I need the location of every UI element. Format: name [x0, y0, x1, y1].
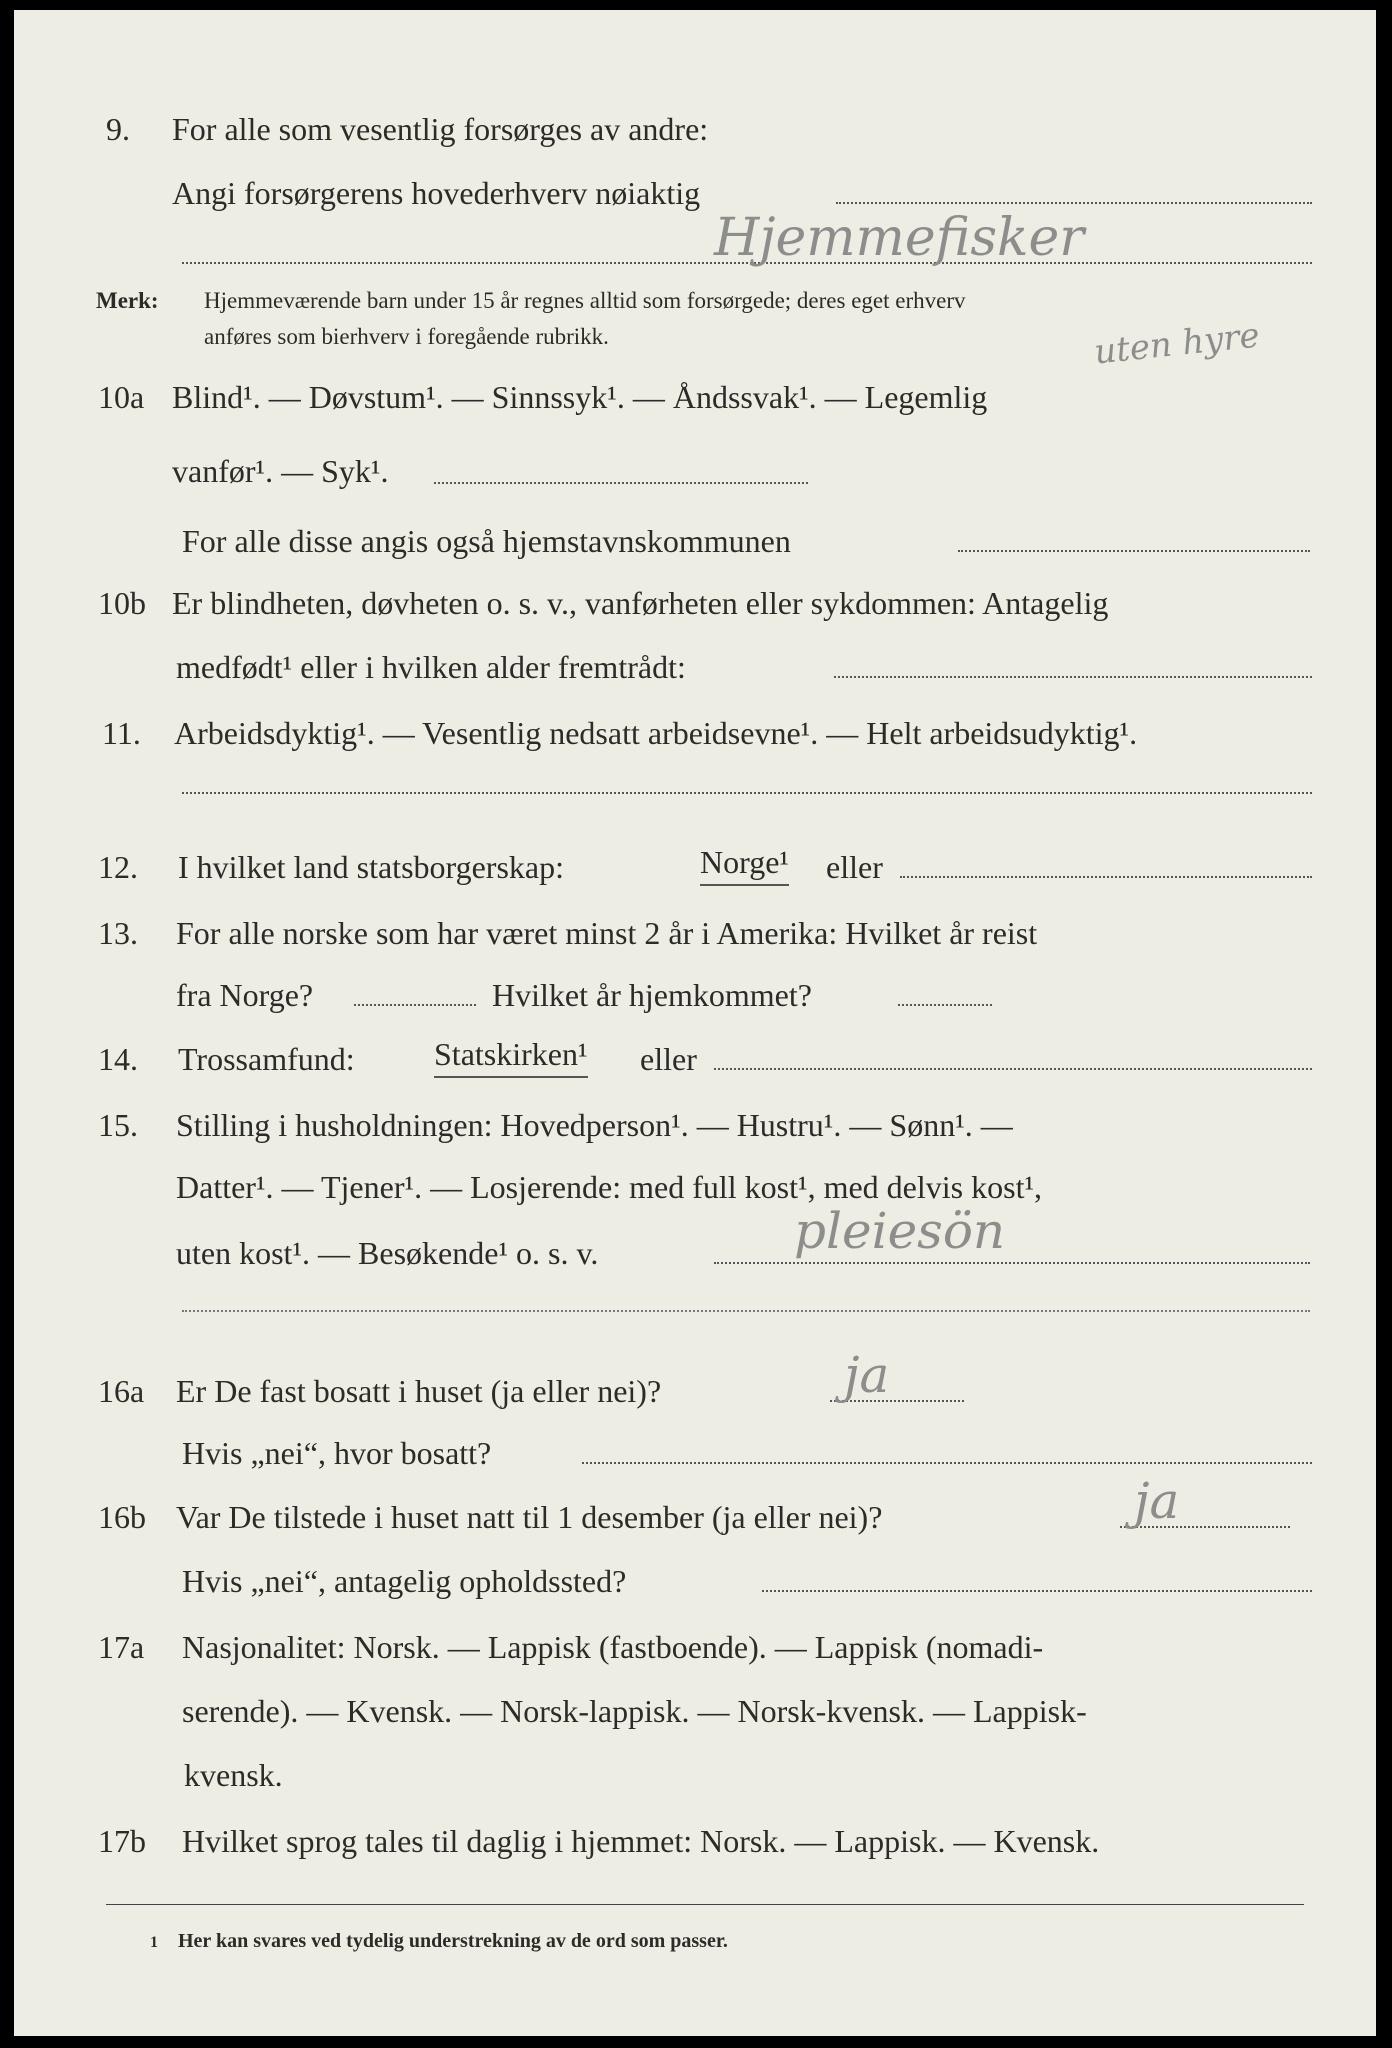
q17a-number: 17a: [98, 1629, 145, 1665]
q14-number: 14.: [98, 1041, 138, 1077]
q13-line2b: Hvilket år hjemkommet?: [492, 977, 812, 1013]
q16a-handwritten-answer: ja: [844, 1346, 890, 1404]
q15-line1: Stilling i husholdningen: Hovedperson¹. — Hustru¹. — Sønn¹. —: [176, 1107, 1013, 1143]
q15-line2: Datter¹. — Tjener¹. — Losjerende: med full kost¹, med delvis kost¹,: [176, 1169, 1043, 1205]
q17b-number: 17b: [98, 1823, 146, 1859]
q12-choice-norge: Norge¹: [700, 840, 789, 886]
q14-trossamfund-line: [714, 1068, 1312, 1070]
q15-extra-line: [182, 1310, 1310, 1312]
q17b-line1: Hvilket sprog tales til daglig i hjemmet: Norsk. — Lappisk. — Kvensk.: [182, 1823, 1100, 1859]
q17a-line2: serende). — Kvensk. — Norsk-lappisk. — Norsk-kvensk. — Lappisk-: [182, 1693, 1087, 1729]
merk-line1: Hjemmeværende barn under 15 år regnes alltid som forsørgede; deres eget erhverv: [204, 288, 966, 313]
footnote-rule: [106, 1904, 1304, 1905]
q9-handwritten-answer: Hjemmefisker: [714, 208, 1085, 268]
q13-line1: For alle norske som har været minst 2 år i Amerika: Hvilket år reist: [176, 915, 1038, 951]
q16b-line1: Var De tilstede i huset natt til 1 desember (ja eller nei)?: [176, 1499, 883, 1535]
q10a-line3: For alle disse angis også hjemstavnskommunen: [182, 523, 791, 559]
q12-suffix: eller: [826, 849, 883, 885]
q9-number: 9.: [106, 111, 130, 147]
merk-handwritten-note: uten hyre: [1092, 315, 1262, 373]
q10a-kommune-line: [958, 550, 1310, 552]
q10b-line2: medfødt¹ eller i hvilken alder fremtrådt:: [176, 649, 686, 685]
q10b-line1: Er blindheten, døvheten o. s. v., vanførheten eller sykdommen: Antagelig: [172, 585, 1109, 621]
q11-number: 11.: [102, 715, 141, 751]
q9-line1: For alle som vesentlig forsørges av andre:: [172, 111, 709, 147]
footnote-mark: 1: [150, 1934, 158, 1951]
q13-number: 13.: [98, 915, 138, 951]
q14-choice-statskirken: Statskirken¹: [434, 1032, 588, 1078]
q13-hjemkommet-line: [898, 1004, 992, 1006]
q16b-opholdssted-line: [762, 1590, 1312, 1592]
q16b-handwritten-answer: ja: [1134, 1472, 1180, 1530]
q12-land-line: [900, 876, 1312, 878]
q9-line2: Angi forsørgerens hovederhverv nøiaktig: [172, 175, 701, 211]
q16b-number: 16b: [98, 1499, 146, 1535]
footnote-text: Her kan svares ved tydelig understrekning av de ord som passer.: [178, 1930, 728, 1952]
q17a-line1: Nasjonalitet: Norsk. — Lappisk (fastboende). — Lappisk (nomadi-: [182, 1629, 1044, 1665]
q14-prefix: Trossamfund:: [178, 1041, 355, 1077]
q10a-number: 10a: [98, 379, 145, 415]
q10a-syk-line: [434, 482, 808, 484]
q14-suffix: eller: [640, 1041, 697, 1077]
merk-line2: anføres som bierhverv i foregående rubrikk.: [204, 324, 609, 349]
q12-prefix: I hvilket land statsborgerskap:: [178, 849, 564, 885]
q13-line2a: fra Norge?: [176, 977, 314, 1013]
q16a-number: 16a: [98, 1373, 145, 1409]
q17a-line3: kvensk.: [184, 1757, 283, 1793]
q10a-line2: vanfør¹. — Syk¹.: [172, 453, 389, 489]
q10b-number: 10b: [98, 585, 146, 621]
q16a-line1: Er De fast bosatt i huset (ja eller nei)?: [176, 1373, 662, 1409]
q10a-line1: Blind¹. — Døvstum¹. — Sinnssyk¹. — Åndssvak¹. — Legemlig: [172, 379, 988, 415]
q11-line1: Arbeidsdyktig¹. — Vesentlig nedsatt arbeidsevne¹. — Helt arbeidsudyktig¹.: [174, 715, 1138, 751]
q15-line3: uten kost¹. — Besøkende¹ o. s. v.: [176, 1235, 599, 1271]
q9-fill-line: [836, 202, 1312, 204]
q15-number: 15.: [98, 1107, 138, 1143]
q15-handwritten-answer: pleiesön: [794, 1202, 1006, 1260]
q16a-bosatt-line: [582, 1462, 1312, 1464]
merk-label: Merk:: [96, 288, 159, 313]
q16b-line2: Hvis „nei“, antagelig opholdssted?: [182, 1563, 627, 1599]
q16a-line2: Hvis „nei“, hvor bosatt?: [182, 1435, 492, 1471]
q11-answer-line: [182, 792, 1312, 794]
census-form-page: [14, 10, 1376, 2036]
q12-number: 12.: [98, 849, 138, 885]
q13-reist-line: [354, 1004, 476, 1006]
q15-answer-line: [714, 1262, 1310, 1264]
q10b-alder-line: [834, 676, 1312, 678]
